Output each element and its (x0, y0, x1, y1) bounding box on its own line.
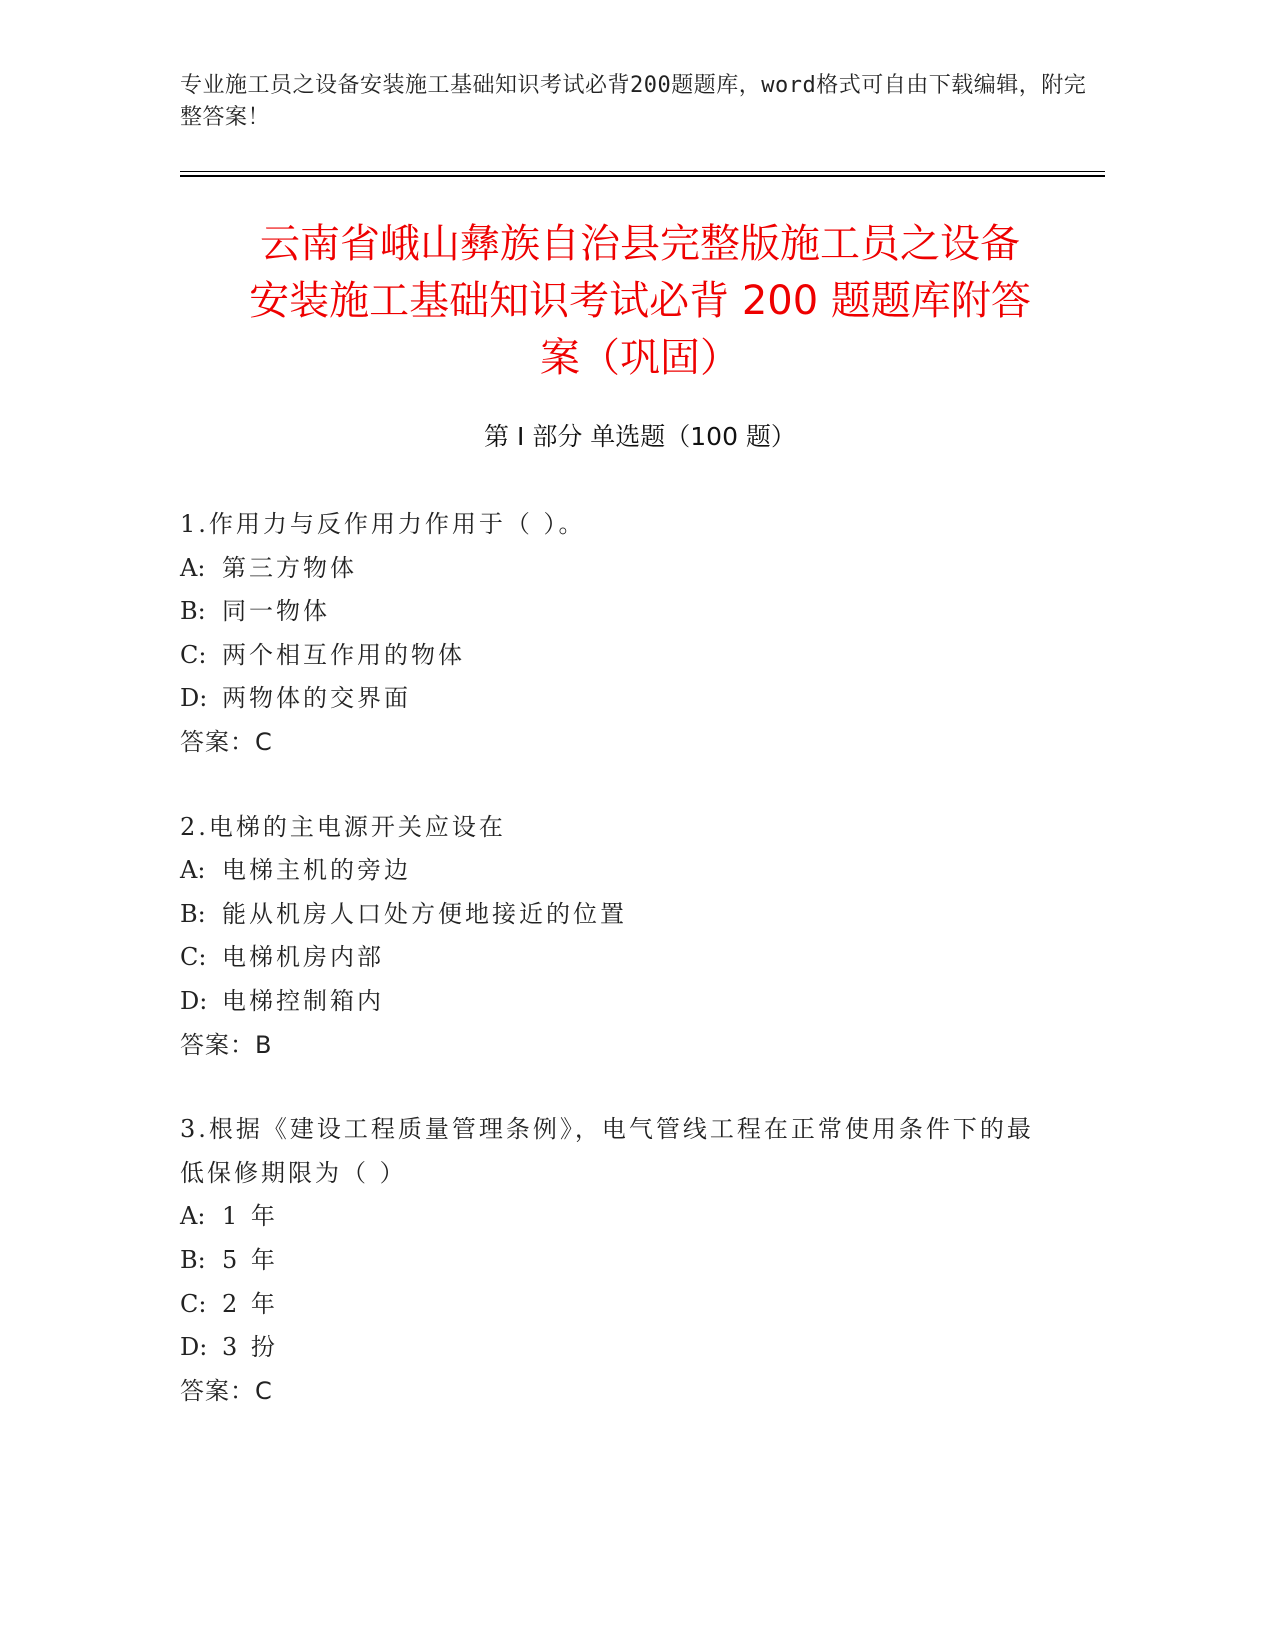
answer-line: 答案：C (180, 727, 273, 756)
option-letter: C: (180, 640, 207, 669)
option-letter: A: (180, 856, 206, 885)
option-text: 同一物体 (222, 597, 330, 626)
option-text: 两个相互作用的物体 (222, 640, 465, 669)
option-b (180, 893, 1080, 937)
question-item (180, 1108, 1080, 1413)
option-letter: A: (180, 553, 206, 582)
option-c (180, 634, 1080, 678)
title-line: 安装施工基础知识考试必背 200 题题库附答 (249, 278, 1031, 324)
question-stem: 3.根据《建设工程质量管理条例》，电气管线工程在正常使用条件下的最低保修期限为（ ） (180, 1115, 1034, 1187)
answer-line: 答案：C (180, 1376, 273, 1405)
option-letter: D: (180, 986, 208, 1015)
option-a (180, 1195, 1080, 1239)
question-stem: 2.电梯的主电源开关应设在 (180, 812, 506, 841)
title-line: 云南省峨山彝族自治县完整版施工员之设备 (260, 221, 1020, 267)
option-b (180, 590, 1080, 634)
option-text: 电梯主机的旁边 (222, 856, 411, 885)
option-a (180, 547, 1080, 591)
option-d (180, 677, 1080, 721)
option-text: 能从机房人口处方便地接近的位置 (222, 899, 627, 928)
header-divider-thin (180, 171, 1105, 172)
section-heading: 第 I 部分 单选题（100 题） (484, 422, 796, 451)
option-c (180, 1283, 1080, 1327)
option-letter: D: (180, 684, 208, 713)
option-text: 电梯机房内部 (222, 943, 384, 972)
option-letter: C: (180, 1289, 207, 1318)
document-title (180, 216, 1100, 387)
option-d (180, 1326, 1080, 1370)
option-letter: B: (180, 597, 206, 626)
title-line: 案（巩固） (540, 335, 740, 381)
option-text: 电梯控制箱内 (222, 986, 384, 1015)
option-letter: B: (180, 899, 206, 928)
question-list (180, 503, 1080, 1454)
question-item (180, 503, 1080, 765)
option-text: 1 年 (222, 1202, 278, 1231)
option-text: 两物体的交界面 (222, 684, 411, 713)
option-c (180, 936, 1080, 980)
question-stem: 1.作用力与反作用力作用于（ ）。 (180, 510, 586, 538)
option-b (180, 1239, 1080, 1283)
header-note: 专业施工员之设备安装施工基础知识考试必背200题题库，word格式可自由下载编辑，附完整答案！ (180, 73, 1087, 130)
option-letter: D: (180, 1333, 208, 1362)
answer-line: 答案：B (180, 1030, 273, 1059)
header-divider-thick (180, 175, 1105, 177)
option-d (180, 980, 1080, 1024)
option-text: 2 年 (222, 1289, 278, 1318)
question-item (180, 806, 1080, 1068)
option-text: 3 扮 (222, 1333, 278, 1362)
option-a (180, 849, 1080, 893)
option-letter: A: (180, 1202, 206, 1231)
option-letter: B: (180, 1245, 206, 1274)
option-letter: C: (180, 943, 207, 972)
option-text: 5 年 (222, 1245, 278, 1274)
option-text: 第三方物体 (222, 553, 357, 582)
